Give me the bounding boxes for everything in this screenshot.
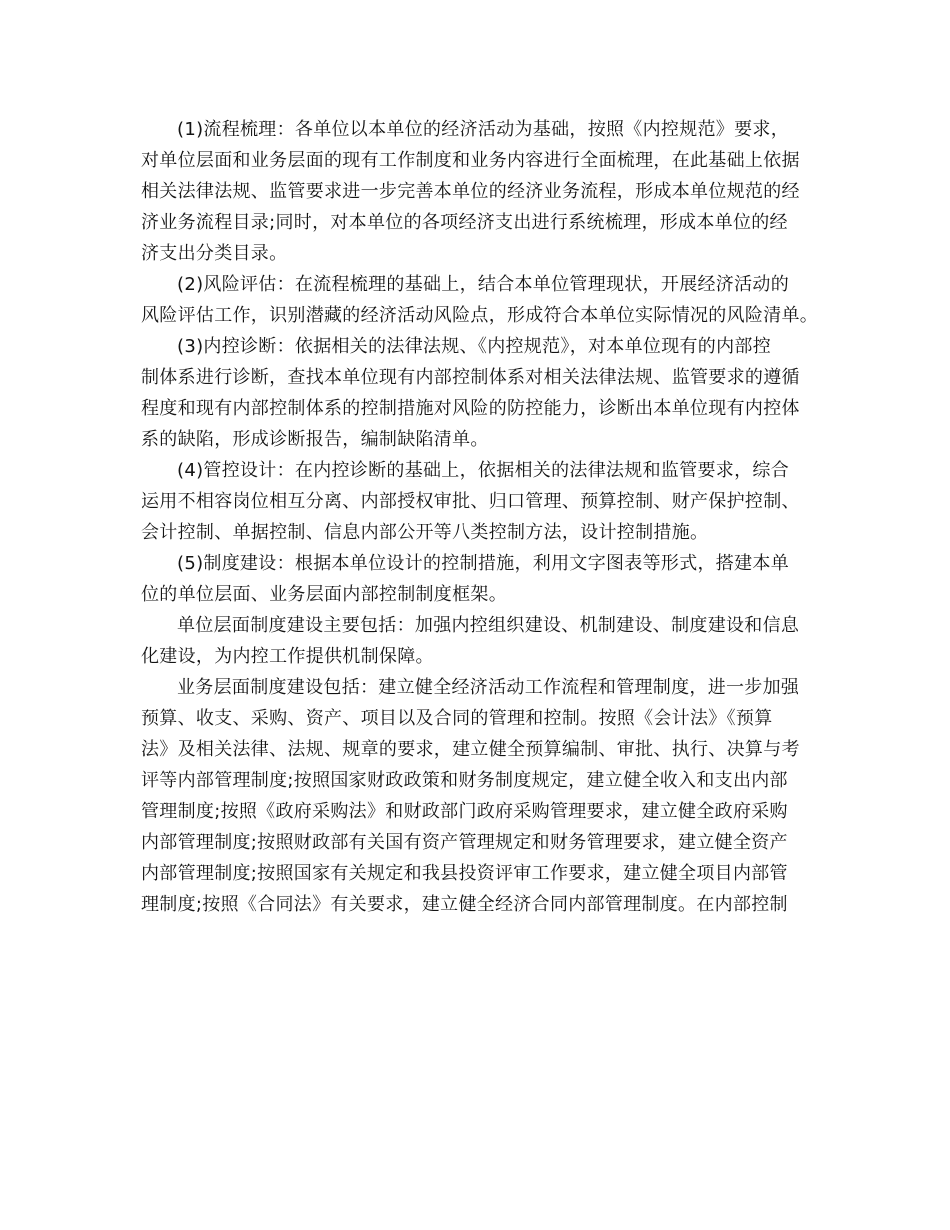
paragraph-process-review (141, 114, 825, 269)
paragraph-line: 单位层面制度建设主要包括：加强内控组织建设、机制建设、制度建设和信息 (177, 615, 800, 636)
paragraph-business-level (141, 672, 825, 920)
paragraph-line: 程度和现有内部控制体系的控制措施对风险的防控能力，诊断出本单位现有内控体 (141, 398, 800, 419)
paragraph-line: 位的单位层面、业务层面内部控制制度框架。 (141, 584, 507, 605)
paragraph-line: 会计控制、单据控制、信息内部公开等八类控制方法，设计控制措施。 (141, 522, 709, 543)
paragraph-line: 业务层面制度建设包括：建立健全经济活动工作流程和管理制度，进一步加强 (177, 677, 800, 698)
paragraph-line: 运用不相容岗位相互分离、内部授权审批、归口管理、预算控制、财产保护控制、 (141, 491, 800, 512)
paragraph-line: (4)管控设计：在内控诊断的基础上，依据相关的法律法规和监管要求，综合 (177, 460, 789, 481)
paragraph-line: 风险评估工作，识别潜藏的经济活动风险点，形成符合本单位实际情况的风险清单。 (141, 305, 819, 326)
paragraph-line: 评等内部管理制度;按照国家财政政策和财务制度规定，建立健全收入和支出内部 (141, 770, 788, 791)
paragraph-line: 预算、收支、采购、资产、项目以及合同的管理和控制。按照《会计法》《预算 (141, 708, 773, 729)
paragraph-line: 管理制度;按照《政府采购法》和财政部门政府采购管理要求，建立健全政府采购 (141, 801, 788, 822)
paragraph-line: (5)制度建设：根据本单位设计的控制措施，利用文字图表等形式，搭建本单 (177, 553, 789, 574)
paragraph-line: 制体系进行诊断，查找本单位现有内部控制体系对相关法律法规、监管要求的遵循 (141, 367, 800, 388)
paragraph-risk-assessment (141, 269, 825, 331)
paragraph-line: (1)流程梳理：各单位以本单位的经济活动为基础，按照《内控规范》要求， (177, 119, 789, 140)
paragraph-line: 济支出分类目录。 (141, 243, 288, 264)
paragraph-line: 内部管理制度;按照财政部有关国有资产管理规定和财务管理要求，建立健全资产 (141, 832, 788, 853)
paragraph-line: (2)风险评估：在流程梳理的基础上，结合本单位管理现状，开展经济活动的 (177, 274, 789, 295)
paragraph-control-diagnosis (141, 331, 825, 455)
paragraph-line: 济业务流程目录;同时，对本单位的各项经济支出进行系统梳理，形成本单位的经 (141, 212, 788, 233)
paragraph-unit-level (141, 610, 825, 672)
document-body (141, 114, 825, 920)
paragraph-line: 系的缺陷，形成诊断报告，编制缺陷清单。 (141, 429, 489, 450)
paragraph-line: 对单位层面和业务层面的现有工作制度和业务内容进行全面梳理，在此基础上依据 (141, 150, 800, 171)
paragraph-line: 法》及相关法律、法规、规章的要求，建立健全预算编制、审批、执行、决算与考 (141, 739, 800, 760)
paragraph-line: 化建设，为内控工作提供机制保障。 (141, 646, 434, 667)
paragraph-control-design (141, 455, 825, 548)
paragraph-line: 理制度;按照《合同法》有关要求，建立健全经济合同内部管理制度。在内部控制 (141, 894, 788, 915)
paragraph-system-building (141, 548, 825, 610)
paragraph-line: 内部管理制度;按照国家有关规定和我县投资评审工作要求，建立健全项目内部管 (141, 863, 788, 884)
paragraph-line: (3)内控诊断：依据相关的法律法规、《内控规范》，对本单位现有的内部控 (177, 336, 771, 357)
paragraph-line: 相关法律法规、监管要求进一步完善本单位的经济业务流程，形成本单位规范的经 (141, 181, 800, 202)
